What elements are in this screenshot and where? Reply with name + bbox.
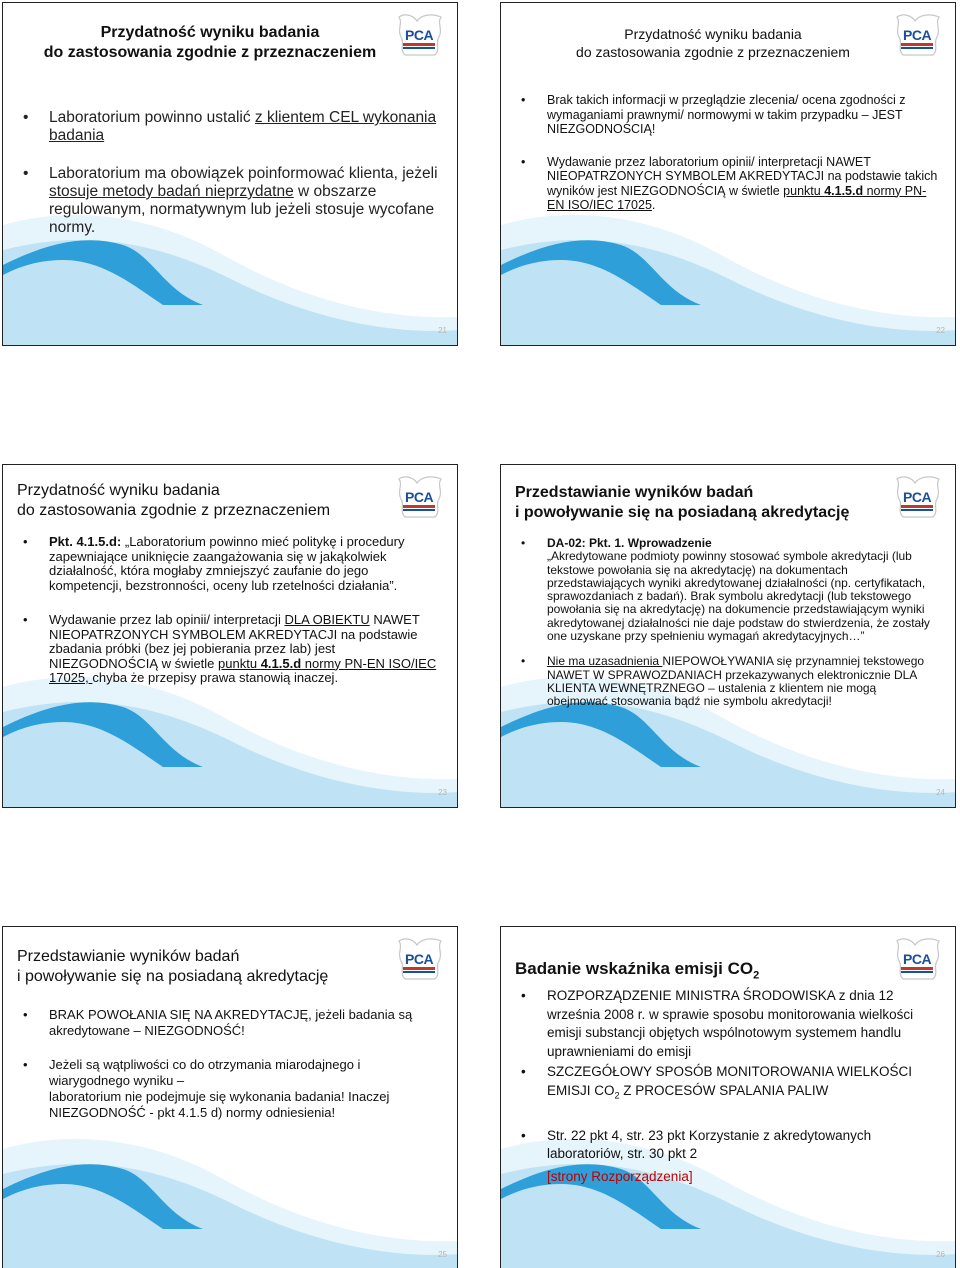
logo-stripe-red [403, 43, 435, 46]
list-item [517, 1063, 939, 1105]
title-line-1: Przedstawianie wyników badań [515, 484, 754, 501]
list-item [19, 109, 441, 145]
slide-content [19, 109, 441, 237]
list-item [517, 655, 939, 708]
list-item [517, 1127, 939, 1187]
title-subscript: 2 [753, 969, 760, 982]
bullet-icon: • [521, 154, 526, 169]
text: . [651, 198, 656, 212]
logo-text: PCA [405, 951, 434, 967]
text: „Laboratorium powinno mieć politykę i procedury zapewniające uniknięcie zaangażowania się w jakąkolwiek działalność, która mogłaby zmniejszyć zaufanie do jego kompetencji, bezstronności, oceny lub rzetelności działania”. [49, 534, 405, 593]
page-number: 25 [438, 1250, 447, 1259]
slide-22 [500, 2, 956, 346]
text: Z PROCESÓW SPALANIA PALIW [619, 1082, 829, 1098]
bullet-icon: • [521, 93, 526, 107]
logo-text: PCA [903, 27, 932, 43]
page-number: 26 [936, 1250, 945, 1259]
logo-stripe-blue [403, 47, 435, 49]
bullet-icon: • [23, 534, 28, 549]
slide-content [19, 1007, 441, 1121]
bullet-icon: • [521, 1064, 526, 1079]
text: NAWET NIEOPATRZONYCH SYMBOLEM AKREDYTACJI na podstawie zbadania próbki (bez jej pobierania przez lab) jest NIEZGODNOŚCIĄ w świetle [49, 612, 420, 671]
text: SZCZEGÓŁOWY SPOSÓB MONITOROWANIA WIELKOŚCI EMISJI CO [547, 1064, 913, 1098]
title-line-2: i powoływanie się na posiadaną akredytację [515, 504, 850, 521]
slide-title [515, 483, 885, 523]
logo-stripe-blue [901, 971, 933, 973]
logo-text: PCA [405, 27, 434, 43]
title-line-2: i powoływanie się na posiadaną akredytację [17, 968, 329, 985]
decorative-waves [3, 1129, 458, 1268]
pca-logo [889, 13, 947, 59]
text: Laboratorium powinno ustalić [49, 109, 255, 126]
text: Brak takich informacji w przeglądzie zlecenia/ ocena zgodności z wymaganiami prawnymi/ normowymi w takim przypadku – JEST NIEZGODNOŚCIĄ! [547, 93, 906, 136]
slide-title [17, 947, 387, 987]
pca-logo [391, 937, 449, 983]
slide-24 [500, 464, 956, 808]
logo-stripe-red [403, 967, 435, 970]
page-number: 21 [438, 326, 447, 335]
underlined-text: DLA OBIEKTU [284, 612, 370, 627]
slide-title [515, 959, 885, 985]
bold-underlined-text: 4.1.5.d [260, 655, 302, 671]
slide-23 [2, 464, 458, 808]
underlined-text: punktu [218, 655, 261, 671]
title-line-1: Przydatność wyniku badania [17, 482, 220, 499]
slide-21 [2, 2, 458, 346]
slide-content [517, 537, 939, 709]
bullet-icon: • [23, 165, 29, 182]
list-item [517, 987, 939, 1061]
decorative-waves [501, 205, 956, 345]
text: Wydawanie przez lab opinii/ interpretacji [49, 612, 285, 627]
title-text: Badanie wskaźnika emisji CO [515, 959, 754, 978]
text: Wydawanie przez laboratorium opinii/ interpretacji NAWET NIEOPATRZONYCH SYMBOLEM AKREDYTACJI na podstawie takich wyników jest NIEZGODNOŚCIĄ w świetle [547, 154, 938, 198]
text: w obszarze regulowanym, normatywnym lub jeżeli stosuje wycofane normy. [49, 183, 435, 236]
logo-stripe-blue [901, 509, 933, 511]
bullet-icon: • [23, 109, 29, 126]
slide-content [517, 93, 939, 213]
pca-logo [391, 13, 449, 59]
list-item [517, 155, 939, 213]
logo-stripe-red [403, 505, 435, 508]
regulation-link[interactable]: [strony Rozporządzenia] [547, 1168, 693, 1184]
text: Laboratorium ma obowiązek poinformować klienta, jeżeli [49, 165, 438, 182]
underlined-text: z klientem CEL wykonania badania [49, 109, 437, 144]
list-item [19, 613, 441, 686]
slide-title [531, 25, 895, 61]
bold-underlined-text: 4.1.5.d [824, 183, 864, 198]
decorative-waves [3, 667, 458, 807]
underlined-text: punktu [783, 183, 825, 198]
list-item [19, 535, 441, 593]
logo-stripe-red [901, 967, 933, 970]
slide-title [17, 481, 387, 521]
pca-logo [391, 475, 449, 521]
list-item [19, 165, 441, 237]
slide-content [19, 535, 441, 686]
bullet-icon: • [521, 536, 526, 550]
bold-text: DA-02: Pkt. 1. Wprowadzenie [547, 536, 712, 550]
bullet-icon: • [23, 1057, 28, 1072]
underlined-text: stosuje metody badań nieprzydatne [49, 183, 294, 200]
page-number: 24 [936, 788, 945, 797]
page-number: 23 [438, 788, 447, 797]
text: chyba że przepisy prawa stanowią inaczej. [92, 670, 339, 685]
logo-text: PCA [405, 489, 434, 505]
text: „Akredytowane podmioty powinny stosować symbole akredytacji (lub tekstowe powołania się na akredytację) na dokumentach przedstawiających wyniki akredytowanej działalności (np. certyfikatach, sprawozdaniach z badań). Brak symbolu akredytacji (lub tekstowego powołania się na akredytację) na dokumencie przedstawiającym wyniki akredytowanej działalności nie daje podstaw do stwierdzenia, że zostały one uzyskane przy spełnieniu wymagań akredytacyjnych…” [547, 549, 930, 644]
pca-logo [889, 475, 947, 521]
logo-text: PCA [903, 951, 932, 967]
slide-title [23, 23, 397, 63]
underlined-text: normy PN-EN ISO/IEC 17025, [49, 655, 437, 685]
title-line-1: Przydatność wyniku badania [100, 24, 320, 41]
title-line-1: Przedstawianie wyników badań [17, 948, 240, 965]
bullet-icon: • [23, 1007, 28, 1022]
slide-content [517, 987, 939, 1186]
title-line-2: do zastosowania zgodnie z przeznaczeniem [576, 44, 850, 60]
bullet-icon: • [521, 1127, 526, 1143]
logo-stripe-blue [403, 509, 435, 511]
text: NIEPOWOŁYWANIA się przynamniej tekstowego NAWET W SPRAWOZDANIACH przekazywanych elektronicznie DLA KLIENTA WEWNĘTRZNEGO – ustalenia z klientem nie mogą obejmować stosowania bądź nie symbolu akredytacji! [547, 654, 925, 709]
logo-text: PCA [903, 489, 932, 505]
bullet-icon: • [23, 612, 28, 627]
slide-25 [2, 926, 458, 1268]
text: Jeżeli są wątpliwości co do otrzymania miarodajnego i wiarygodnego wyniku – [49, 1057, 361, 1088]
list-item [19, 1007, 441, 1039]
text: Str. 22 pkt 4, str. 23 pkt Korzystanie z akredytowanych laboratoriów, str. 30 pkt 2 [547, 1127, 872, 1162]
logo-stripe-red [901, 43, 933, 46]
bold-text: Pkt. 4.1.5.d: [49, 534, 122, 549]
bullet-icon: • [521, 988, 526, 1003]
bullet-icon: • [521, 654, 526, 669]
text: BRAK POWOŁANIA SIĘ NA AKREDYTACJĘ, jeżeli badania są akredytowane – NIEZGODNOŚĆ! [49, 1007, 413, 1038]
underlined-text: normy PN-EN ISO/IEC 17025 [547, 183, 927, 212]
text: laboratorium nie podejmuje się wykonania badania! Inaczej NIEZGODNOŚĆ - pkt 4.1.5 d) normy odniesienia! [49, 1089, 390, 1120]
subscript: 2 [614, 1090, 620, 1101]
page-number: 22 [936, 326, 945, 335]
underlined-text: Nie ma uzasadnienia [547, 654, 663, 669]
title-line-2: do zastosowania zgodnie z przeznaczeniem [17, 502, 331, 519]
title-line-1: Przydatność wyniku badania [624, 26, 802, 42]
title-line-2: do zastosowania zgodnie z przeznaczeniem [43, 44, 377, 61]
list-item [517, 537, 939, 643]
pca-logo [889, 937, 947, 983]
logo-stripe-blue [403, 971, 435, 973]
slide-26 [500, 926, 956, 1268]
list-item [19, 1057, 441, 1121]
list-item [517, 93, 939, 137]
text: ROZPORZĄDZENIE MINISTRA ŚRODOWISKA z dnia 12 września 2008 r. w sprawie sposobu monitorowania wielkości emisji substancji objętych wspólnotowym systemem handlu uprawnieniami do emisji [547, 988, 914, 1059]
logo-stripe-red [901, 505, 933, 508]
logo-stripe-blue [901, 47, 933, 49]
